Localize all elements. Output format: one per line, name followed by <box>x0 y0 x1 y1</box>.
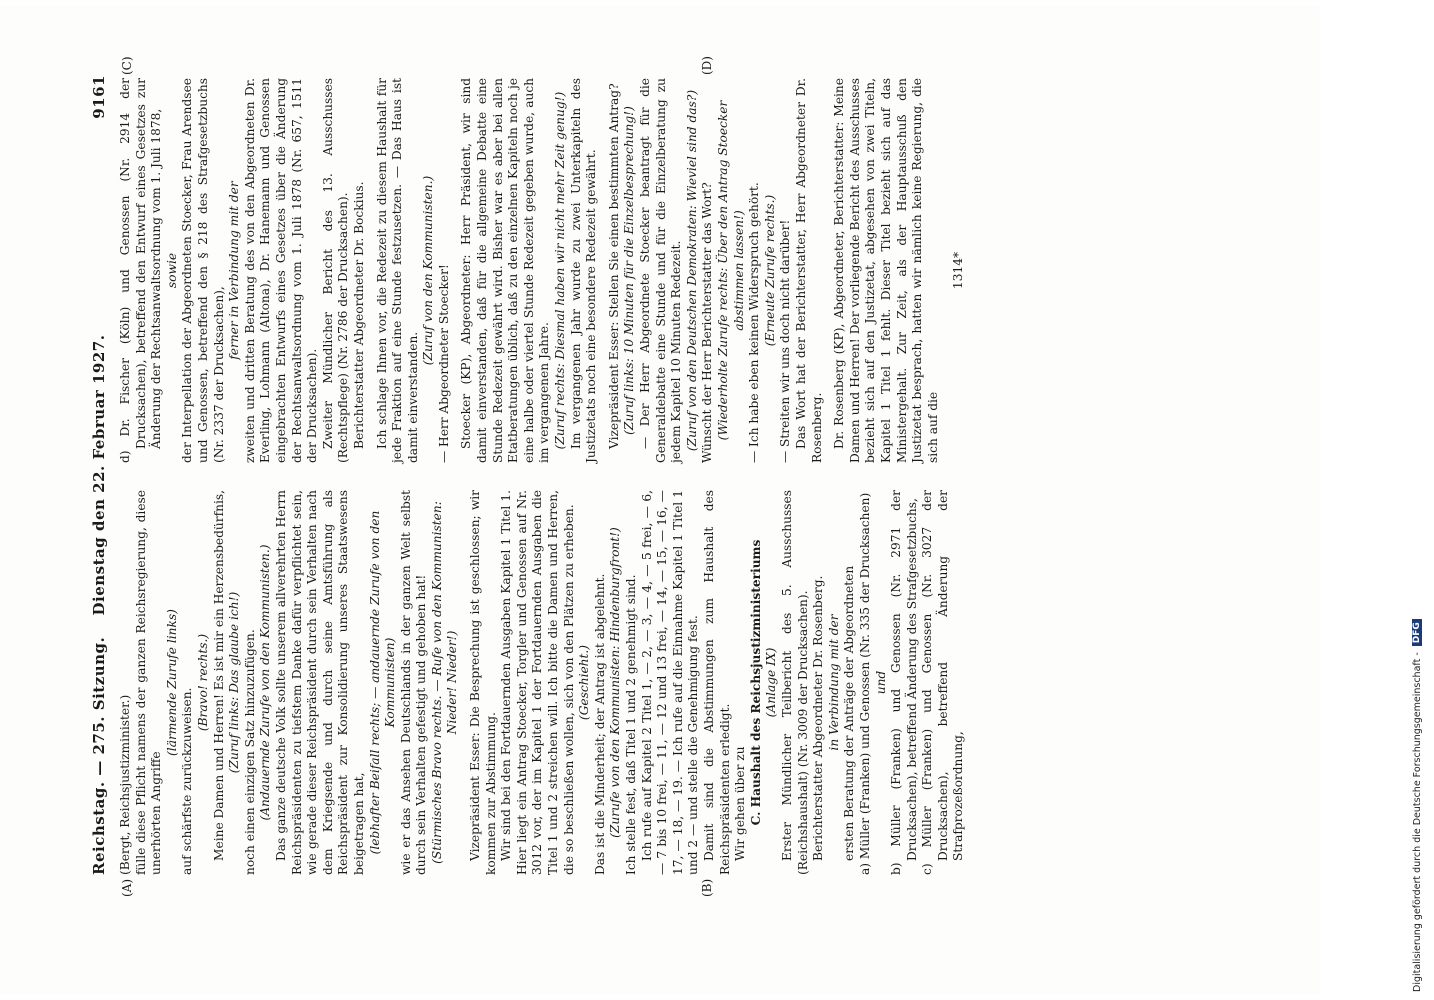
paragraph: (Stürmisches Bravo rechts. — Rufe von den Kommunisten: Nieder! Nieder!) <box>429 501 460 864</box>
paragraph: (Erneute Zurufe rechts.) <box>762 194 777 347</box>
document-page <box>0 5 1320 995</box>
paragraph: wie er das Ansehen Deutschlands in der ganzen Welt selbst durch sein Verhalten gefestigt und gehoben hat! <box>398 490 429 875</box>
paragraph: (Andauernde Zurufe von den Kommunisten.) <box>258 544 273 821</box>
paragraph: (Zuruf rechts: Diesmal haben wir nicht mehr Zeit genug!) <box>553 91 568 450</box>
paragraph: Erster Mündlicher Teilbericht des 5. Ausschusses (Reichshaushalt) (Nr. 3009 der Drucksachen). <box>779 490 810 875</box>
paragraph: Meine Damen und Herren! Es ist mir ein Herzensbedürfnis, <box>211 490 226 861</box>
paragraph: (Zuruf von den Kommunisten.) <box>421 175 436 366</box>
paragraph: (Zurufe von den Kommunisten: Hindenburgfront!) <box>608 527 623 838</box>
margin-marker-a: (A) <box>120 878 134 897</box>
paragraph: fülle diese Pflicht namens der ganzen Reichsregierung, diese unerhörten Angriffe <box>133 490 164 875</box>
header-left: Reichstag. — 275. Sitzung. <box>90 636 108 875</box>
paragraph: Damit sind die Abstimmungen zum Haushalt des Reichspräsidenten erledigt. <box>701 490 732 875</box>
paragraph: in Verbindung mit der <box>826 614 841 751</box>
paragraph: (Zuruf von den Deutschen Demokraten: Wieviel sind das?) <box>684 89 699 452</box>
paragraph: (Wiederholte Zurufe rechts: Über den Antrag Stoecker abstimmen lassen!) <box>715 100 746 441</box>
paragraph: a) Müller (Franken) und Genossen (Nr. 335 der Drucksachen) <box>857 492 872 875</box>
paragraph: C. Haushalt des Reichsjustizministeriums <box>748 539 763 826</box>
margin-marker-b: (B) <box>700 878 714 897</box>
paragraph: Ich rufe auf Kapitel 2 Titel 1, — 2, — 3, — 4, — 5 frei, — 6, — 7 bis 10 frei, — 11, — 12 und 13 frei, — 14, — 15, — 16, — 17, — 18, — 19. — Ich rufe auf die Einnahme Kapitel 1 Titel 1 und 2 — und stelle die Genehmigung fest. <box>639 490 701 875</box>
paragraph: sowie <box>164 252 179 289</box>
paragraph: und <box>873 670 888 695</box>
digitization-credit-text: Digitalisierung gefördert durch die Deutsche Forschungsgemeinschaft - <box>1411 652 1423 992</box>
signature-mark: 1314* <box>951 251 966 290</box>
paragraph: Vizepräsident Esser: Die Besprechung ist geschlossen; wir kommen zur Abstimmung. <box>468 490 498 875</box>
left-column <box>118 490 1298 875</box>
paragraph: — Ich habe eben keinen Widerspruch gehört. <box>747 182 762 463</box>
paragraph: Wünscht der Herr Berichterstatter das Wort? <box>700 182 715 463</box>
paragraph: Wir gehen über zu <box>733 746 748 861</box>
margin-marker-d: (D) <box>700 56 714 75</box>
paragraph: der Interpellation der Abgeordneten Stoecker, Frau Arendsee und Genossen, betreffend den § 218 des Strafgesetzbuchs (Nr. 2337 der Drucksachen), <box>180 78 226 463</box>
page-header <box>90 75 114 875</box>
paragraph: Das ganze deutsche Volk sollte unserem allverehrten Herrn Reichspräsidenten zu tiefstem Danke dafür verpflichtet sein, wie gerade dieser Reichspräsident durch sein Verhalten nach dem Kriegsende und durch seine Amtsführung als Reichspräsident zur Konsolidierung unseres Staatswesens beigetragen hat, <box>273 490 366 875</box>
right-column <box>118 78 1298 463</box>
paragraph: (Bergt, Reichsjustizminister.) <box>118 694 132 875</box>
paragraph: (Zuruf links: 10 Minuten für die Einzelbesprechung!) <box>622 106 637 435</box>
dfg-logo: DFG <box>1412 619 1422 646</box>
paragraph: (lebhafter Beifall rechts; — andauernde Zurufe von den Kommunisten) <box>367 510 398 855</box>
paragraph: — Der Herr Abgeordnete Stoecker beantragt für die Generaldebatte eine Stunde und für die Einzelberatung zu jedem Kapitel 10 Minuten Redezeit. <box>638 78 684 463</box>
paragraph: Vizepräsident Esser: Stellen Sie einen bestimmten Antrag? <box>606 83 621 449</box>
digitization-credit <box>1404 8 1430 992</box>
paragraph: Berichterstatter Abgeordneter Dr. Rosenberg. <box>811 575 826 861</box>
paragraph: b) Müller (Franken) und Genossen (Nr. 2971 der Drucksachen), betreffend Änderung des Strafgesetzbuchs, <box>889 490 919 875</box>
paragraph: Zweiter Mündlicher Bericht des 13. Ausschusses (Rechtspflege) (Nr. 2786 der Drucksachen). <box>320 78 351 463</box>
page-number: 9161 <box>90 75 108 119</box>
paragraph: Im vergangenen Jahr wurde zu zwei Unterkapiteln des Justizetats noch eine besondere Redezeit gewährt. <box>568 78 599 463</box>
paragraph: Ich stelle fest, daß Titel 1 und 2 genehmigt sind. <box>624 574 638 875</box>
paragraph: Wir sind bei den Fortdauernden Ausgaben Kapitel 1 Titel 1. Hier liegt ein Antrag Stoecker, Torgler und Genossen auf Nr. 3012 vor, der im Kapitel 1 der Fortdauernden Ausgaben die Titel 1 und 2 streichen will. Ich bitte die Damen und Herren, die so beschließen wollen, sich von den Plätzen zu erheben. <box>499 490 576 875</box>
paragraph: d) Dr. Fischer (Köln) und Genossen (Nr. 2914 der Drucksachen), betreffend den Entwurf eines Gesetzes zur Änderung der Rechtsanwaltsordnung vom 1. Juli 1878, <box>118 78 164 463</box>
paragraph: (Zuruf links: Das glaube ich!) <box>227 591 242 774</box>
header-date: Dienstag den 22. Februar 1927. <box>90 334 108 616</box>
paragraph: noch einen einzigen Satz hinzuzufügen. <box>242 629 257 875</box>
paragraph: Das Wort hat der Berichterstatter, Herr Abgeordneter Dr. Rosenberg. <box>793 78 824 463</box>
paragraph: zweiten und dritten Beratung des von den Abgeordneten Dr. Everling, Lohmann (Altona), Dr. Hanemann und Genossen eingebrachten Entwurfs eines Gesetzes über die Änderung der Rechtsanwaltsordnung vom 1. Juli 1878 (Nr. 657, 1511 der Drucksachen). <box>242 78 320 463</box>
paragraph: c) Müller (Franken) und Genossen (Nr. 3027 der Drucksachen), betreffend Änderung der Strafprozeßordnung, <box>920 490 966 875</box>
paragraph: — Streiten wir uns doch nicht darüber! <box>778 219 793 463</box>
paragraph: (Geschieht.) <box>577 644 592 721</box>
paragraph: — Herr Abgeordneter Stoecker! <box>436 264 451 463</box>
paragraph: (Bravo! rechts.) <box>195 633 210 732</box>
paragraph: Das ist die Minderheit; der Antrag ist abgelehnt. <box>592 573 607 875</box>
paragraph: Berichterstatter Abgeordneter Dr. Bockius. <box>351 181 366 449</box>
paragraph: (Anlage IX) <box>764 647 779 718</box>
paragraph: ersten Beratung der Anträge der Abgeordneten <box>842 565 857 861</box>
paragraph: Ich schlage Ihnen vor, die Redezeit zu diesem Haushalt für jede Fraktion auf eine Stunde festzusetzen. — Das Haus ist damit einverstanden. <box>374 78 420 463</box>
margin-marker-c: (C) <box>120 56 134 75</box>
paragraph: Dr. Rosenberg (KP), Abgeordneter, Berichterstatter: Meine Damen und Herren! Der vorliegende Bericht des Ausschusses bezieht sich auf den Justizetat, abgesehen von zwei Titeln, Kapitel 1 Titel 1 fehlt. Dieser Titel bezieht sich auf das Ministergehalt. Zur Zeit, als der Hauptausschuß den Justizetat besprach, hatten wir nämlich keine Regierung, die sich auf die <box>832 78 940 463</box>
paragraph: Stoecker (KP), Abgeordneter: Herr Präsident, wir sind damit einverstanden, daß für die allgemeine Debatte eine Stunde Redezeit gewährt wird. Bisher war es aber bei allen Etatberatungen üblich, daß zu den einzelnen Kapiteln noch je eine halbe oder viertel Stunde Redezeit gegeben wurde, auch im vergangenen Jahre. <box>459 78 552 463</box>
paragraph: ferner in Verbindung mit der <box>227 181 242 360</box>
paragraph: (lärmende Zurufe links) <box>164 609 179 756</box>
paragraph: auf schärfste zurückzuweisen. <box>180 687 195 875</box>
